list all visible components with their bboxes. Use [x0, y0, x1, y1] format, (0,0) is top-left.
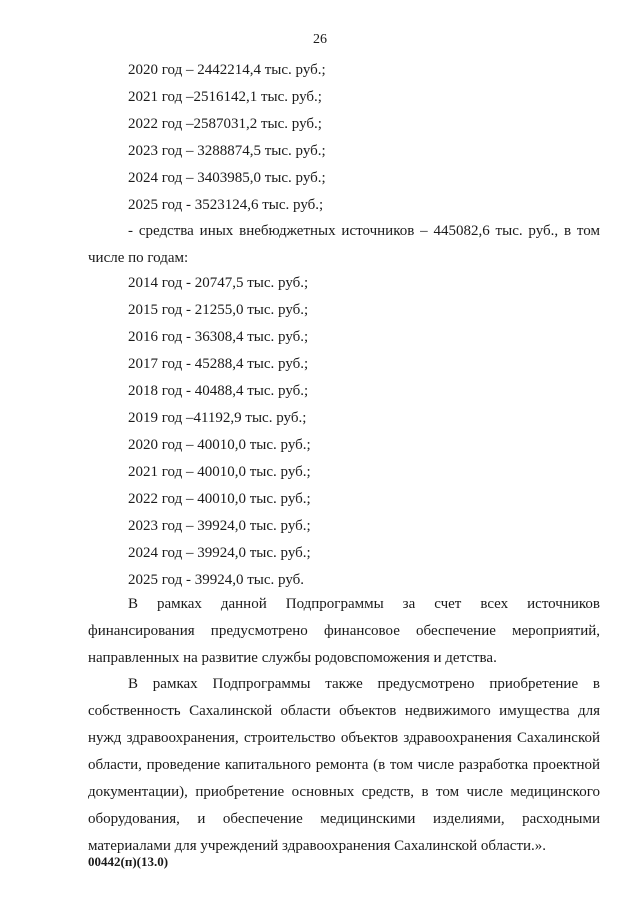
subprogram-framework-paragraph: В рамках данной Подпрограммы за счет всех источников финансирования предусмотрено финансовое обеспечение мероприятий, направленных на развитие службы родовспоможения и детства. [88, 596, 600, 666]
funding-line-2022: 2022 год –2587031,2 тыс. руб.; [128, 116, 322, 132]
sources-line-2015: 2015 год - 21255,0 тыс. руб.; [128, 302, 309, 318]
sources-line-2023: 2023 год – 39924,0 тыс. руб.; [128, 518, 311, 534]
sources-line-2017: 2017 год - 45288,4 тыс. руб.; [128, 356, 309, 372]
document-code: 00442(п)(13.0) [88, 854, 169, 869]
funding-line-2023: 2023 год – 3288874,5 тыс. руб.; [128, 143, 326, 159]
sources-line-2021: 2021 год – 40010,0 тыс. руб.; [128, 464, 311, 480]
sources-line-2014: 2014 год - 20747,5 тыс. руб.; [128, 275, 309, 291]
sources-line-2025: 2025 год - 39924,0 тыс. руб. [128, 572, 305, 588]
funding-line-2021: 2021 год –2516142,1 тыс. руб.; [128, 89, 322, 105]
sources-line-2022: 2022 год – 40010,0 тыс. руб.; [128, 491, 311, 507]
sources-line-2018: 2018 год - 40488,4 тыс. руб.; [128, 383, 309, 399]
other-sources-paragraph: - средства иных внебюджетных источников – 445082,6 тыс. руб., в том числе по годам: [88, 223, 600, 266]
sources-line-2016: 2016 год - 36308,4 тыс. руб.; [128, 329, 309, 345]
subprogram-acquisition-paragraph: В рамках Подпрограммы также предусмотрено приобретение в собственность Сахалинской области объектов недвижимого имущества для нужд здравоохранения, строительство объектов здравоохранения Сахалинской области, проведение капитального ремонта (в том числе разработка проектной документации), приобретение основных средств, в том числе медицинского оборудования, и обеспечение медицинскими изделиями, расходными материалами для учреждений здравоохранения Сахалинской области.». [88, 676, 600, 854]
sources-line-2020: 2020 год – 40010,0 тыс. руб.; [128, 437, 311, 453]
funding-line-2024: 2024 год – 3403985,0 тыс. руб.; [128, 170, 326, 186]
page-number: 26 [313, 32, 327, 47]
funding-line-2025: 2025 год - 3523124,6 тыс. руб.; [128, 197, 324, 213]
sources-line-2024: 2024 год – 39924,0 тыс. руб.; [128, 545, 311, 561]
funding-line-2020: 2020 год – 2442214,4 тыс. руб.; [128, 62, 326, 78]
sources-line-2019: 2019 год –41192,9 тыс. руб.; [128, 410, 307, 426]
